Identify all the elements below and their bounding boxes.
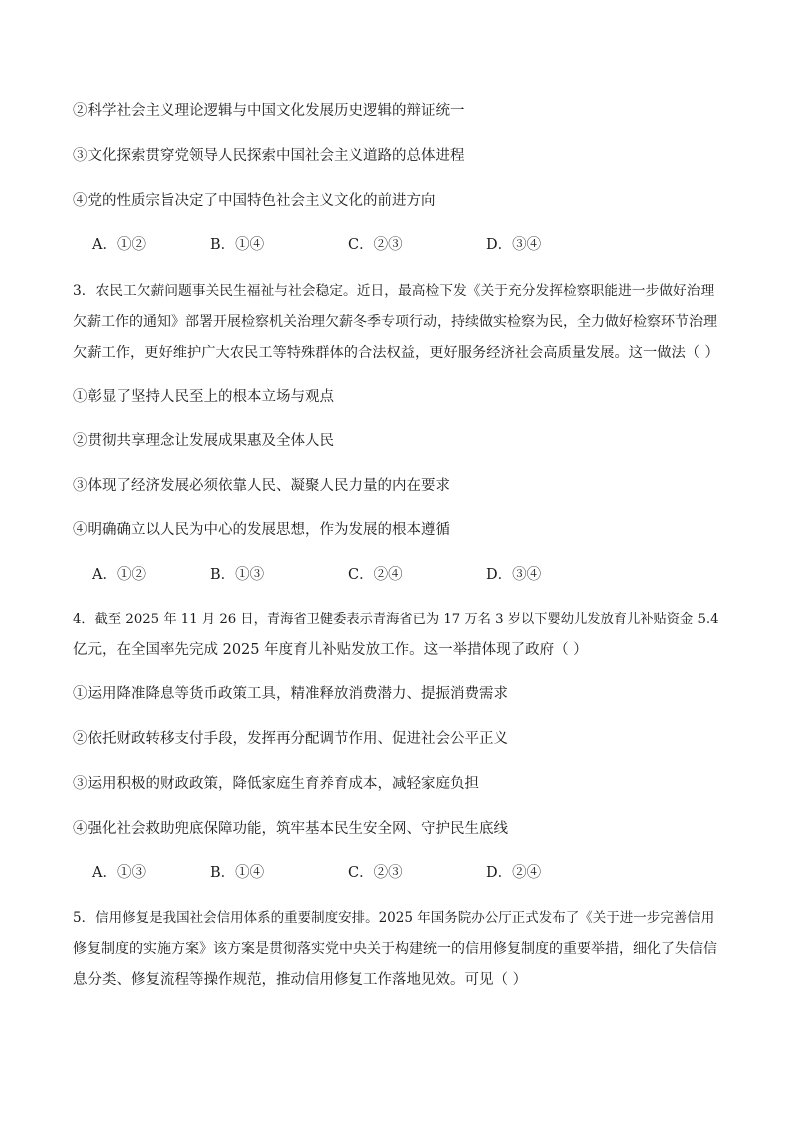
q3-choice-d[interactable]: D．③④ <box>486 567 542 583</box>
q2-statement-3: ③文化探索贯穿党领导人民探索中国社会主义道路的总体进程 <box>73 148 465 164</box>
q4-choice-a[interactable]: A．①③ <box>92 865 146 881</box>
q4-stem <box>73 604 725 666</box>
q4-stem-line-2: 亿元，在全国率先完成 2025 年度育儿补贴发放工作。这一举措体现了政府（ ） <box>73 642 588 658</box>
q2-statement-4: ④党的性质宗旨决定了中国特色社会主义文化的前进方向 <box>73 193 436 209</box>
q5-stem-line-3: 息分类、修复流程等操作规范，推动信用修复工作落地见效。可见（ ） <box>73 972 528 988</box>
q4-choice-b[interactable]: B．①④ <box>210 865 265 881</box>
q4-choices <box>92 863 692 883</box>
q4-stem-line-1: 4．截至 2025 年 11 月 26 日，青海省卫健委表示青海省已为 17 万名 3 岁以下婴幼儿发放育儿补贴资金 5.4 <box>73 612 719 627</box>
q3-statement-4: ④明确确立以人民为中心的发展思想，作为发展的根本遵循 <box>73 522 450 538</box>
q3-statement-2: ②贯彻共享理念让发展成果惠及全体人民 <box>73 433 334 449</box>
q5-stem-line-1: 5．信用修复是我国社会信用体系的重要制度安排。2025 年国务院办公厅正式发布了《关于进一步完善信用 <box>73 910 715 926</box>
q3-stem <box>73 276 725 369</box>
q3-stem-line-3: 欠薪工作，更好维护广大农民工等特殊群体的合法权益，更好服务经济社会高质量发展。这一做法（ ） <box>73 345 719 361</box>
q4-statement-1: ①运用降准降息等货币政策工具，精准释放消费潜力、提振消费需求 <box>73 686 508 702</box>
q4-statement-4: ④强化社会救助兜底保障功能，筑牢基本民生安全网、守护民生底线 <box>73 821 508 837</box>
q2-choice-a[interactable]: A．①② <box>92 237 146 253</box>
q4-statement-2: ②依托财政转移支付手段，发挥再分配调节作用、促进社会公平正义 <box>73 731 508 747</box>
q2-statement-2: ②科学社会主义理论逻辑与中国文化发展历史逻辑的辩证统一 <box>73 103 465 119</box>
q3-stem-line-1: 3．农民工欠薪问题事关民生福祉与社会稳定。近日，最高检下发《关于充分发挥检察职能进一步做好治理 <box>73 283 715 299</box>
q3-choice-a[interactable]: A．①② <box>92 567 146 583</box>
q4-statement-3: ③运用积极的财政政策，降低家庭生育养育成本，减轻家庭负担 <box>73 776 479 792</box>
q5-stem <box>73 903 725 996</box>
q3-choice-c[interactable]: C．②④ <box>348 567 403 583</box>
q5-stem-line-2: 修复制度的实施方案》该方案是贯彻落实党中央关于构建统一的信用修复制度的重要举措，细化了失信信 <box>73 941 717 957</box>
q3-stem-line-2: 欠薪工作的通知》部署开展检察机关治理欠薪冬季专项行动，持续做实检察为民，全力做好检察环节治理 <box>73 314 717 330</box>
q4-choice-c[interactable]: C．②③ <box>348 865 403 881</box>
q3-choice-b[interactable]: B．①③ <box>210 567 265 583</box>
q2-choice-b[interactable]: B．①④ <box>210 237 265 253</box>
q2-choices <box>92 235 692 255</box>
q3-choices <box>92 565 692 585</box>
q2-choice-c[interactable]: C．②③ <box>348 237 403 253</box>
q3-statement-1: ①彰显了坚持人民至上的根本立场与观点 <box>73 389 334 405</box>
q2-choice-d[interactable]: D．③④ <box>486 237 542 253</box>
q4-choice-d[interactable]: D．②④ <box>486 865 542 881</box>
q3-statement-3: ③体现了经济发展必须依靠人民、凝聚人民力量的内在要求 <box>73 478 450 494</box>
